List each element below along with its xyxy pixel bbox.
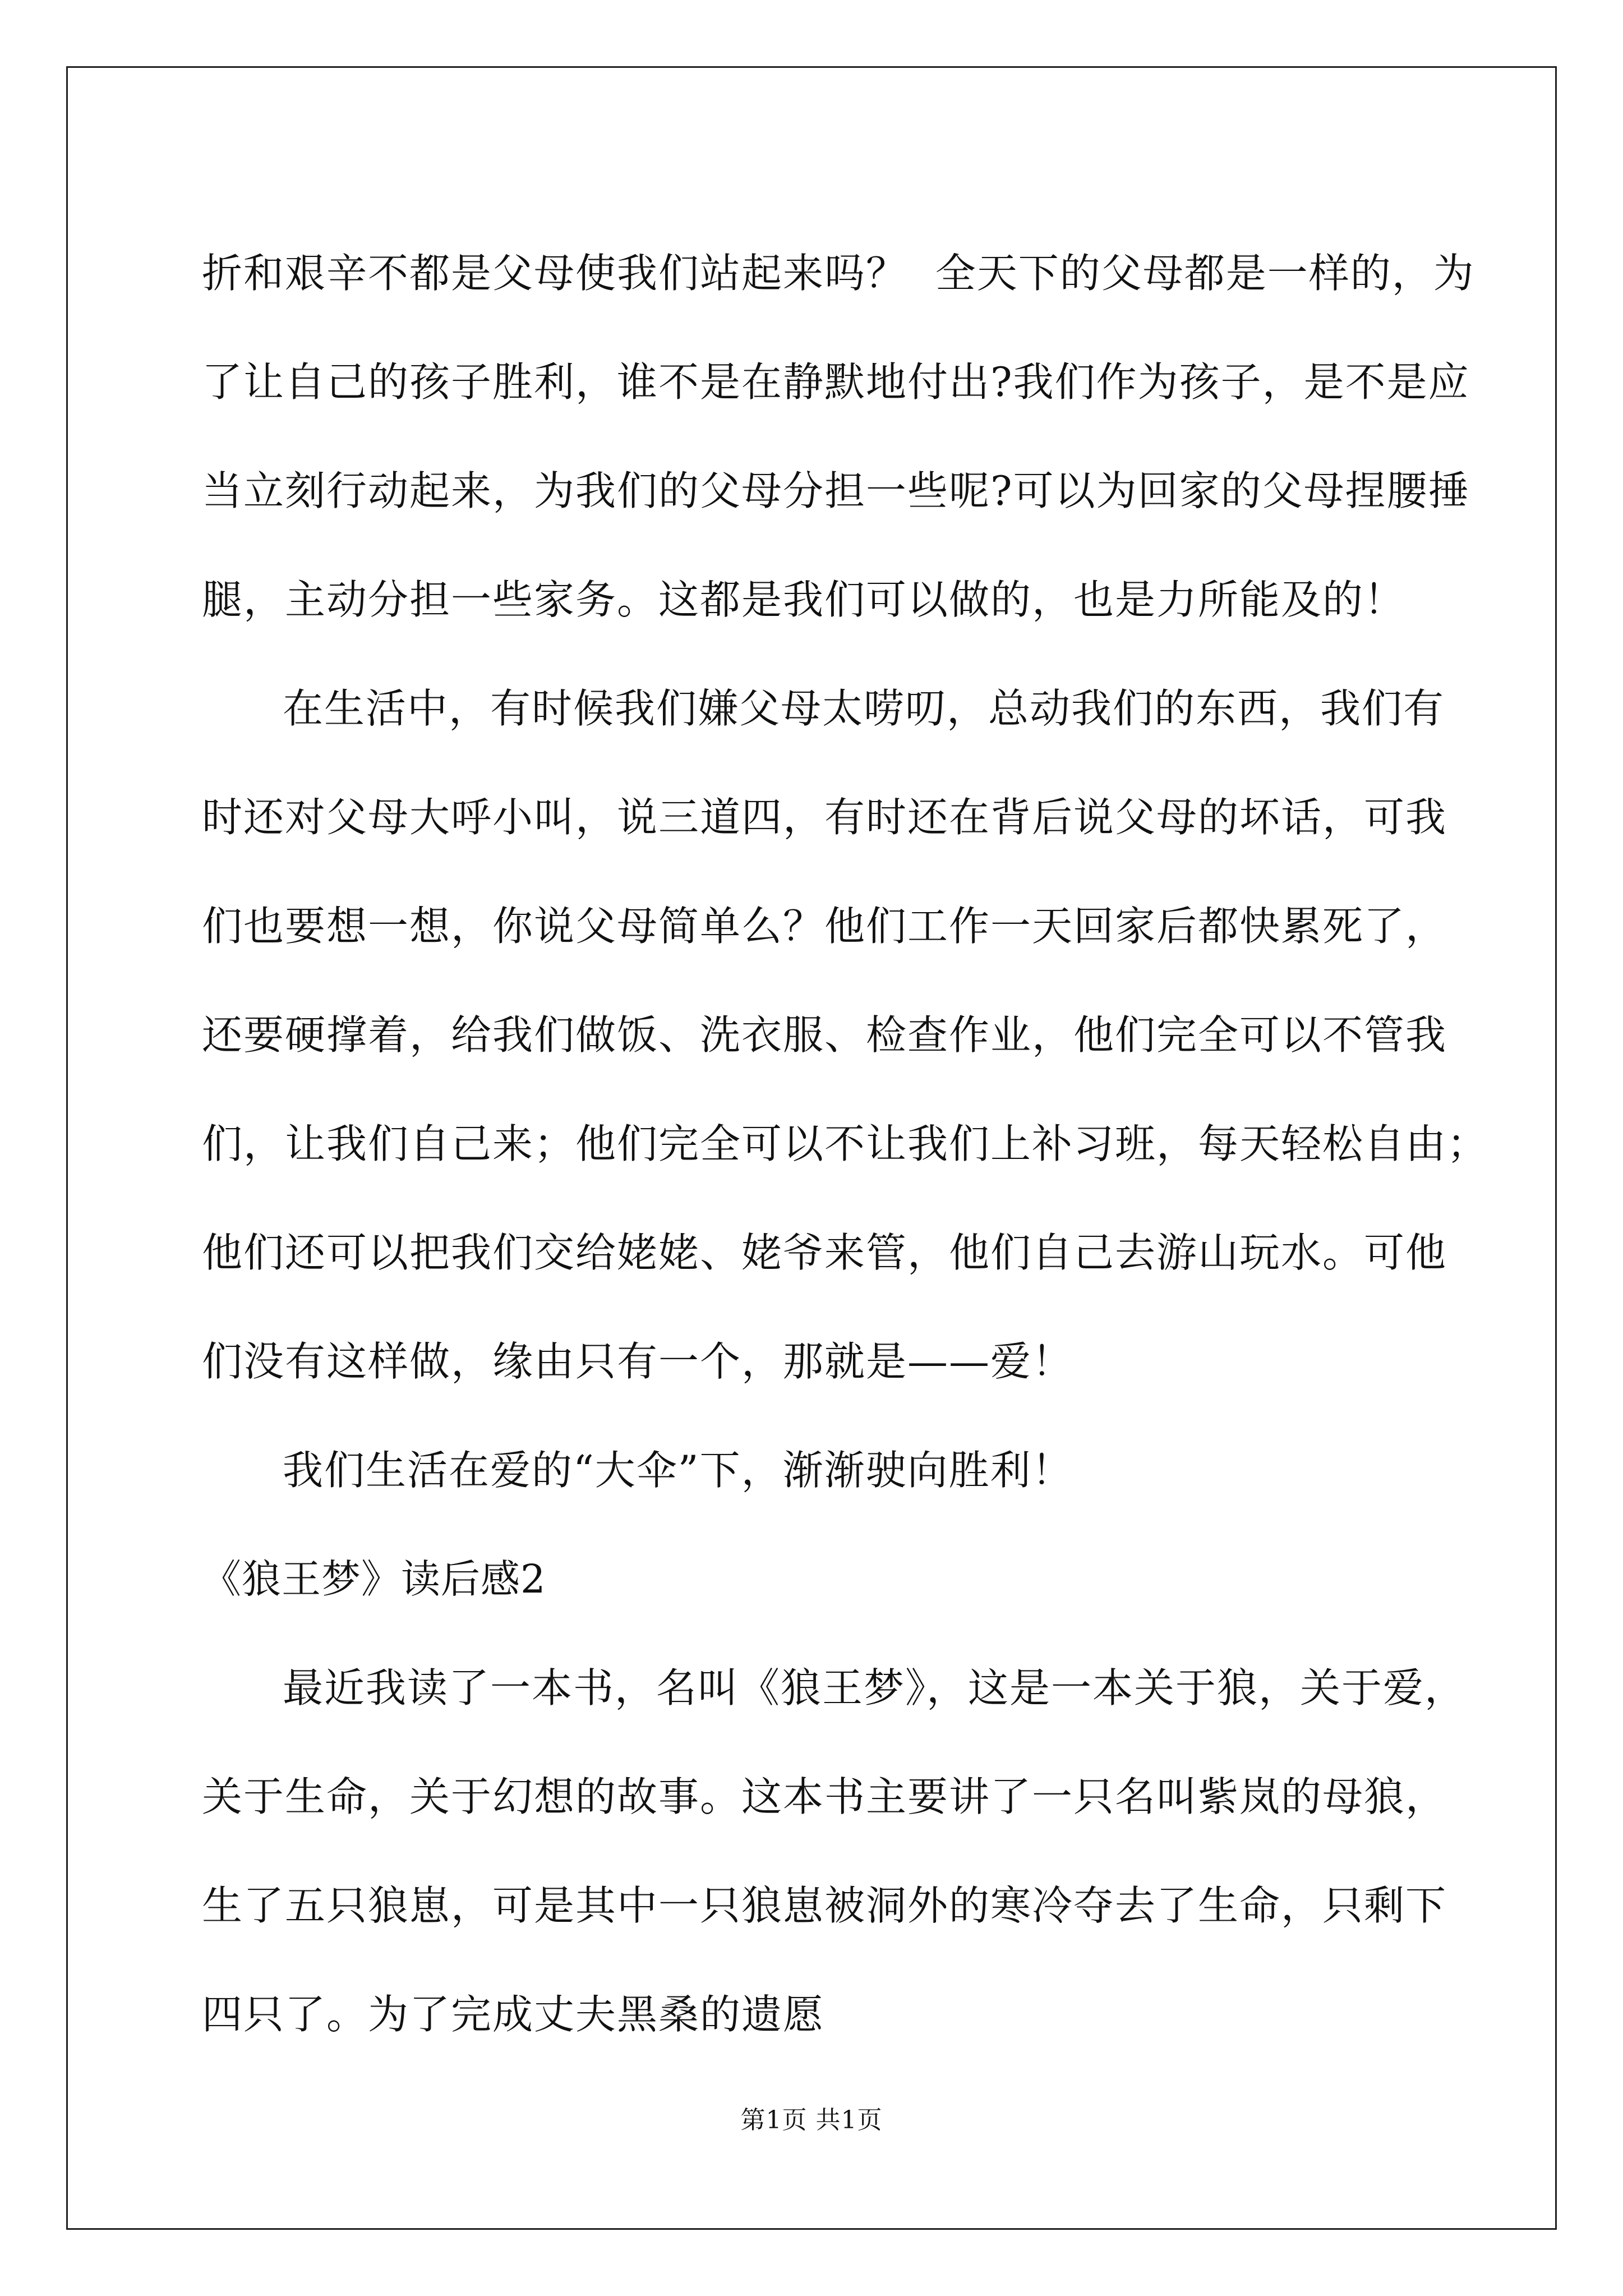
- section-heading: 《狼王梦》读后感2: [202, 1556, 546, 1602]
- text-line: 还要硬撑着，给我们做饭、洗衣服、检查作业，他们完全可以不管我: [202, 1011, 1447, 1059]
- text-line: 折和艰辛不都是父母使我们站起来吗？ 全天下的父母都是一样的，为: [202, 250, 1475, 297]
- page-number-footer: 第1页 共1页: [740, 2106, 883, 2134]
- text-line: 四只了。为了完成丈夫黑桑的遗愿: [202, 1991, 825, 2038]
- text-line: 腿，主动分担一些家务。这都是我们可以做的，也是力所能及的！: [202, 576, 1406, 623]
- text-line: 了让自己的孩子胜利，谁不是在静默地付出?我们作为孩子，是不是应: [202, 358, 1470, 406]
- text-line: 最近我读了一本书，名叫《狼王梦》，这是一本关于狼，关于爱，: [283, 1664, 1467, 1711]
- text-line: 当立刻行动起来，为我们的父母分担一些呢?可以为回家的父母捏腰捶: [202, 467, 1470, 514]
- text-line: 生了五只狼崽，可是其中一只狼崽被洞外的寒冷夺去了生命，只剩下: [202, 1882, 1447, 1929]
- text-line: 时还对父母大呼小叫，说三道四，有时还在背后说父母的坏话，可我: [202, 794, 1447, 841]
- document-body: [202, 219, 1489, 2069]
- text-line: 在生活中，有时候我们嫌父母太唠叨，总动我们的东西，我们有: [283, 685, 1445, 732]
- text-line: 关于生命，关于幻想的故事。这本书主要讲了一只名叫紫岚的母狼，: [202, 1773, 1447, 1820]
- text-line: 们没有这样做，缘由只有一个，那就是——爱！: [202, 1338, 1074, 1385]
- text-line: 他们还可以把我们交给姥姥、姥爷来管，他们自己去游山玩水。可他: [202, 1229, 1447, 1276]
- text-line: 们，让我们自己来；他们完全可以不让我们上补习班，每天轻松自由；: [202, 1120, 1489, 1167]
- text-line: 们也要想一想，你说父母简单么？他们工作一天回家后都快累死了，: [202, 903, 1447, 950]
- text-line: 我们生活在爱的“大伞”下，渐渐驶向胜利！: [283, 1447, 1073, 1494]
